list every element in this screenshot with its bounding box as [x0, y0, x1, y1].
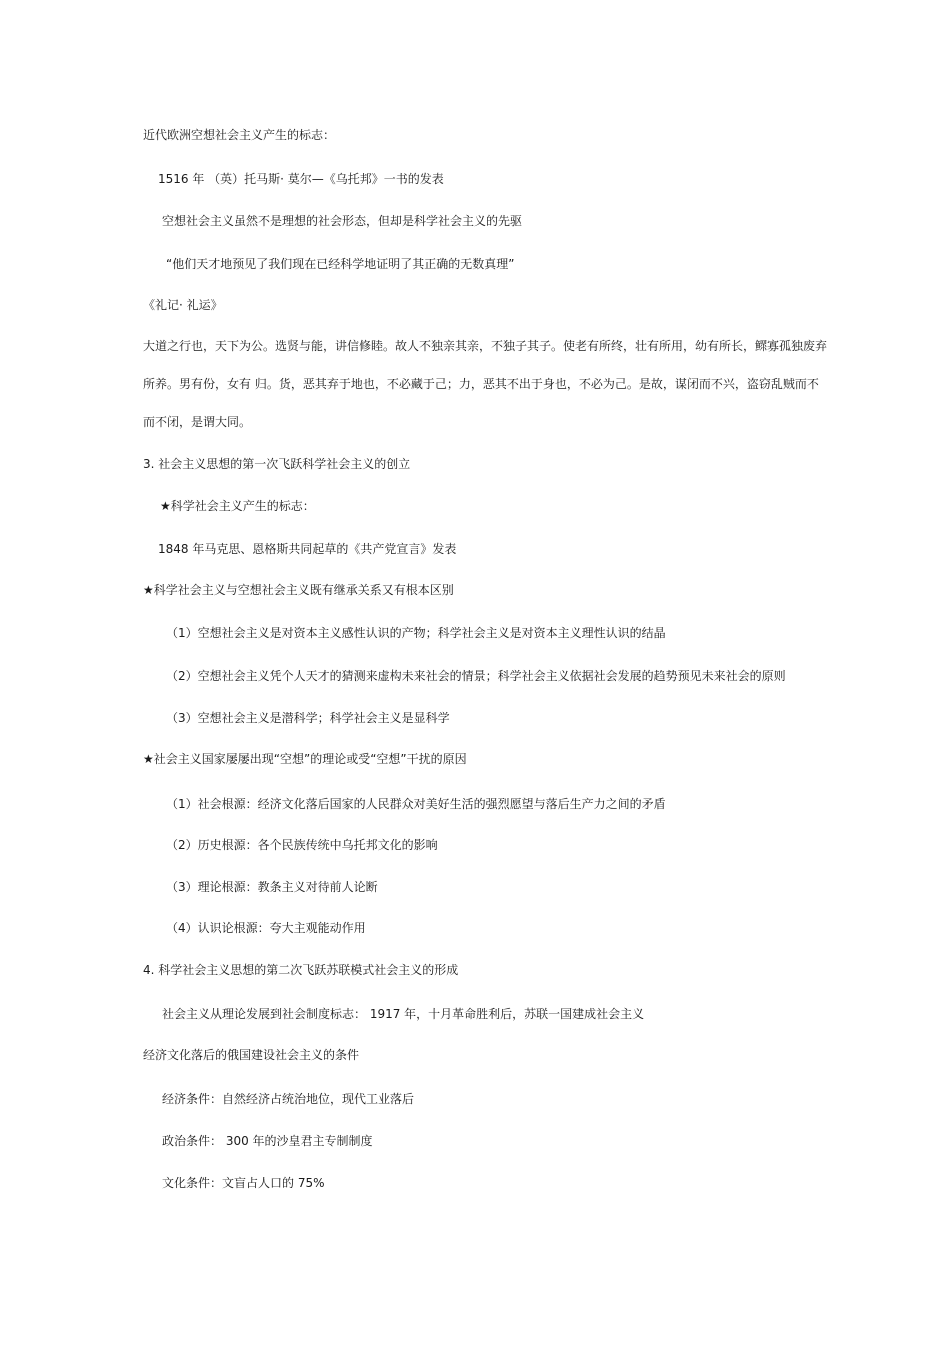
- text-line: 社会主义从理论发展到社会制度标志： 1917 年，十月革命胜利后，苏联一国建成社会主义: [162, 1007, 645, 1021]
- list-item: （3）理论根源：教条主义对待前人论断: [166, 880, 378, 894]
- text-line: 经济文化落后的俄国建设社会主义的条件: [143, 1048, 360, 1062]
- text-line: 所养。男有份，女有 归。货，恶其弃于地也，不必藏于己；力，恶其不出于身也，不必为己。是故，谋闭而不兴，盗窃乱贼而不: [143, 377, 819, 391]
- text-line: 政治条件： 300 年的沙皇君主专制制度: [162, 1134, 373, 1148]
- list-item: （2）空想社会主义凭个人天才的猜测来虚构未来社会的情景；科学社会主义依据社会发展的趋势预见未来社会的原则: [166, 669, 786, 683]
- heading: 4. 科学社会主义思想的第二次飞跃苏联模式社会主义的形成: [143, 963, 459, 977]
- text-line: 经济条件：自然经济占统治地位，现代工业落后: [162, 1092, 415, 1106]
- list-item: （1）社会根源：经济文化落后国家的人民群众对美好生活的强烈愿望与落后生产力之间的矛盾: [166, 797, 666, 811]
- text-line: ★科学社会主义与空想社会主义既有继承关系又有根本区别: [143, 583, 454, 597]
- heading: 3. 社会主义思想的第一次飞跃科学社会主义的创立: [143, 457, 411, 471]
- text-line: 近代欧洲空想社会主义产生的标志：: [143, 128, 336, 142]
- text-line: 1516 年 （英）托马斯· 莫尔—《乌托邦》一书的发表: [158, 172, 444, 186]
- text-line: 大道之行也，天下为公。选贤与能，讲信修睦。故人不独亲其亲，不独子其子。使老有所终，壮有所用，幼有所长，鳏寡孤独废弃: [143, 339, 828, 353]
- quote-line: “他们天才地预见了我们现在已经科学地证明了其正确的无数真理”: [166, 257, 515, 271]
- list-item: （4）认识论根源：夸大主观能动作用: [166, 921, 366, 935]
- section-title: 《礼记· 礼运》: [143, 298, 223, 312]
- text-line: ★社会主义国家屡屡出现“空想”的理论或受“空想”干扰的原因: [143, 752, 467, 766]
- text-line: 而不闭，是谓大同。: [143, 415, 252, 429]
- text-line: 文化条件：文盲占人口的 75%: [162, 1176, 325, 1190]
- text-line: 空想社会主义虽然不是理想的社会形态，但却是科学社会主义的先驱: [162, 214, 523, 228]
- list-item: （1）空想社会主义是对资本主义感性认识的产物；科学社会主义是对资本主义理性认识的结晶: [166, 626, 666, 640]
- text-line: 1848 年马克思、恩格斯共同起草的《共产党宣言》发表: [158, 542, 457, 556]
- list-item: （2）历史根源：各个民族传统中乌托邦文化的影响: [166, 838, 438, 852]
- list-item: （3）空想社会主义是潜科学；科学社会主义是显科学: [166, 711, 450, 725]
- text-line: ★科学社会主义产生的标志：: [160, 499, 315, 513]
